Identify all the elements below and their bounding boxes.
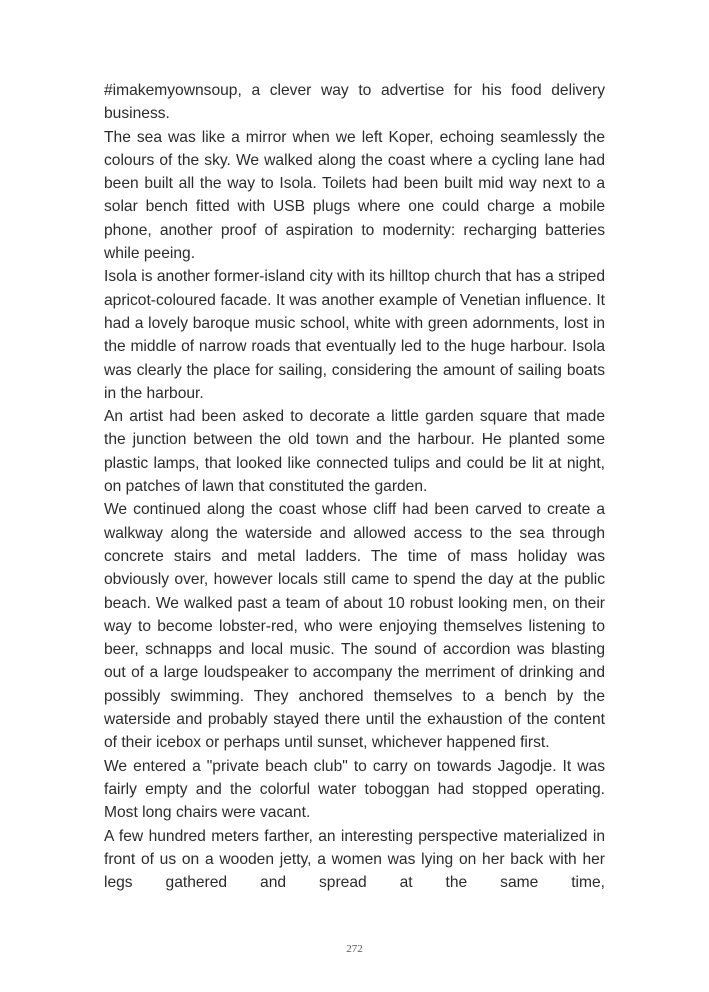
paragraph-soup-ad: #imakemyownsoup, a clever way to advertise for his food delivery business. xyxy=(104,82,605,123)
paragraph-wooden-jetty: A few hundred meters farther, an interesting perspective materialized in front of us on a wooden jetty, a women was lying on her back with her legs gathered and spread at the same time, xyxy=(104,827,605,892)
paragraph-isola: Isola is another former-island city with its hilltop church that has a striped apricot-coloured facade. It was another example of Venetian influence. It had a lovely baroque music school, white with green adornments, lost in the middle of narrow roads that eventually led to the huge harbour. Isola was clearly the place for sailing, considering the amount of sailing boats in the harbour. xyxy=(104,268,605,402)
paragraph-beach-club: We entered a "private beach club" to carry on towards Jagodje. It was fairly empty and the colorful water toboggan had stopped operating. Most long chairs were vacant. xyxy=(104,757,605,822)
paragraph-garden-square: An artist had been asked to decorate a little garden square that made the junction between the old town and the harbour. He planted some plastic lamps, that looked like connected tulips and could be lit at night, on patches of lawn that constituted the garden. xyxy=(104,408,605,496)
body-text xyxy=(104,79,605,894)
page-number: 272 xyxy=(346,943,363,955)
paragraph-koper-coast: The sea was like a mirror when we left Koper, echoing seamlessly the colours of the sky. We walked along the coast where a cycling lane had been built all the way to Isola. Toilets had been built mid way next to a solar bench fitted with USB plugs where one could charge a mobile phone, another proof of aspiration to modernity: recharging batteries while peeing. xyxy=(104,128,605,263)
paragraph-coast-walkway: We continued along the coast whose cliff had been carved to create a walkway along the waterside and allowed access to the sea through concrete stairs and metal ladders. The time of mass holiday was obviously over, however locals still came to spend the day at the public beach. We walked past a team of about 10 robust looking men, on their way to become lobster-red, who were enjoying themselves listening to beer, schnapps and local music. The sound of accordion was blasting out of a large loudspeaker to accompany the merriment of drinking and possibly swimming. They anchored themselves to a bench by the waterside and probably stayed there until the exhaustion of the content of their icebox or perhaps until sunset, whichever happened first. xyxy=(104,501,605,752)
